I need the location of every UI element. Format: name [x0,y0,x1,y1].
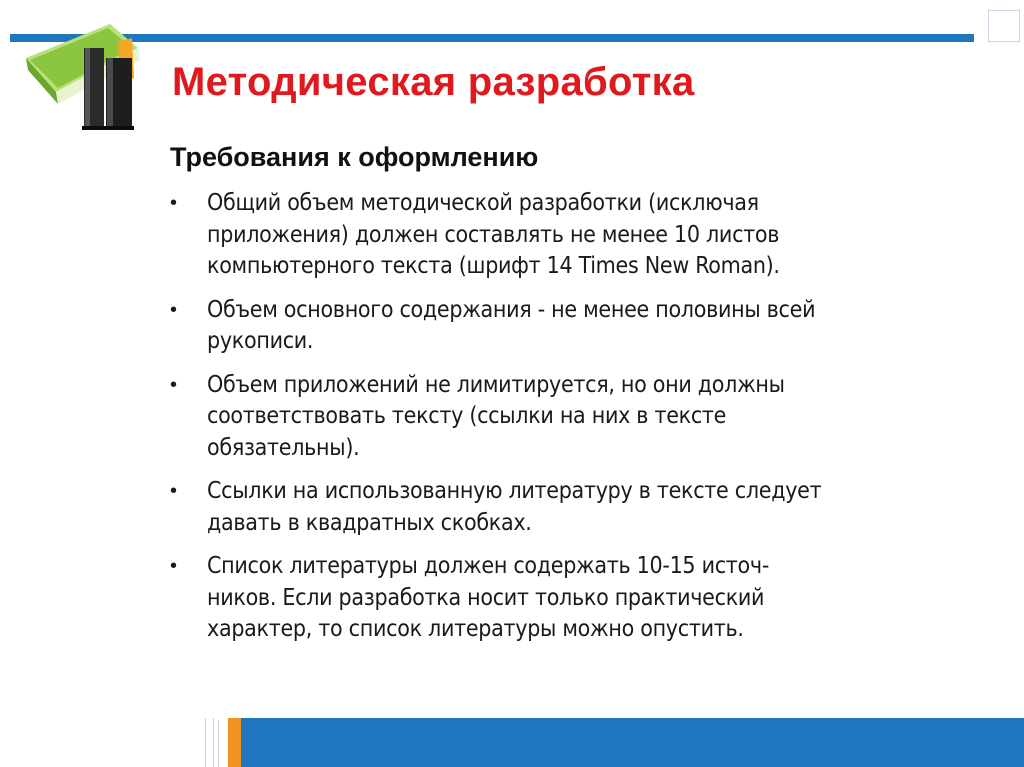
top-accent-bar [10,34,974,42]
list-item [170,370,970,465]
bullet-line: ников. Если разработка носит только практический [207,584,765,611]
bullet-line: Ссылки на использованную литературу в тексте следует [207,478,822,504]
bullet-line: рукописи. [207,328,314,354]
bullet-marker: • [170,192,177,214]
requirements-list [170,188,970,658]
bullet-line: Список литературы должен содержать 10-15 источ- [207,553,769,579]
bottom-orange-strip [228,718,241,767]
bottom-accent-bar [241,718,1024,767]
bullet-line: соответствовать тексту (ссылки на них в тексте [207,403,727,429]
bullet-line: Объем приложений не лимитируется, но они должны [207,371,785,398]
books-icon [22,18,152,130]
list-item [170,295,970,358]
list-item [170,551,970,646]
list-item [170,476,970,539]
slide-title: Методическая разработка [172,60,695,104]
bullet-line: Общий объем методической разработки (исключая [207,190,759,216]
bullet-marker: • [170,298,177,321]
bottom-outline-strip [205,718,214,767]
list-item [170,188,970,283]
bullet-marker: • [170,480,177,502]
bullet-line: обязательны). [207,434,360,461]
bullet-line: характер, то список литературы можно опустить. [207,616,744,642]
bullet-line: приложения) должен составлять не менее 10 листов [207,221,780,248]
bullet-line: Объем основного содержания - не менее половины всей [207,296,816,323]
top-corner-square [988,10,1020,42]
bullet-line: давать в квадратных скобках. [207,509,532,536]
bullet-marker: • [170,555,177,577]
bullet-marker: • [170,373,177,396]
slide-subtitle: Требования к оформлению [170,142,539,172]
bullet-line: компьютерного текста (шрифт 14 Times New Roman). [207,253,780,279]
bottom-outline-line [218,720,224,767]
